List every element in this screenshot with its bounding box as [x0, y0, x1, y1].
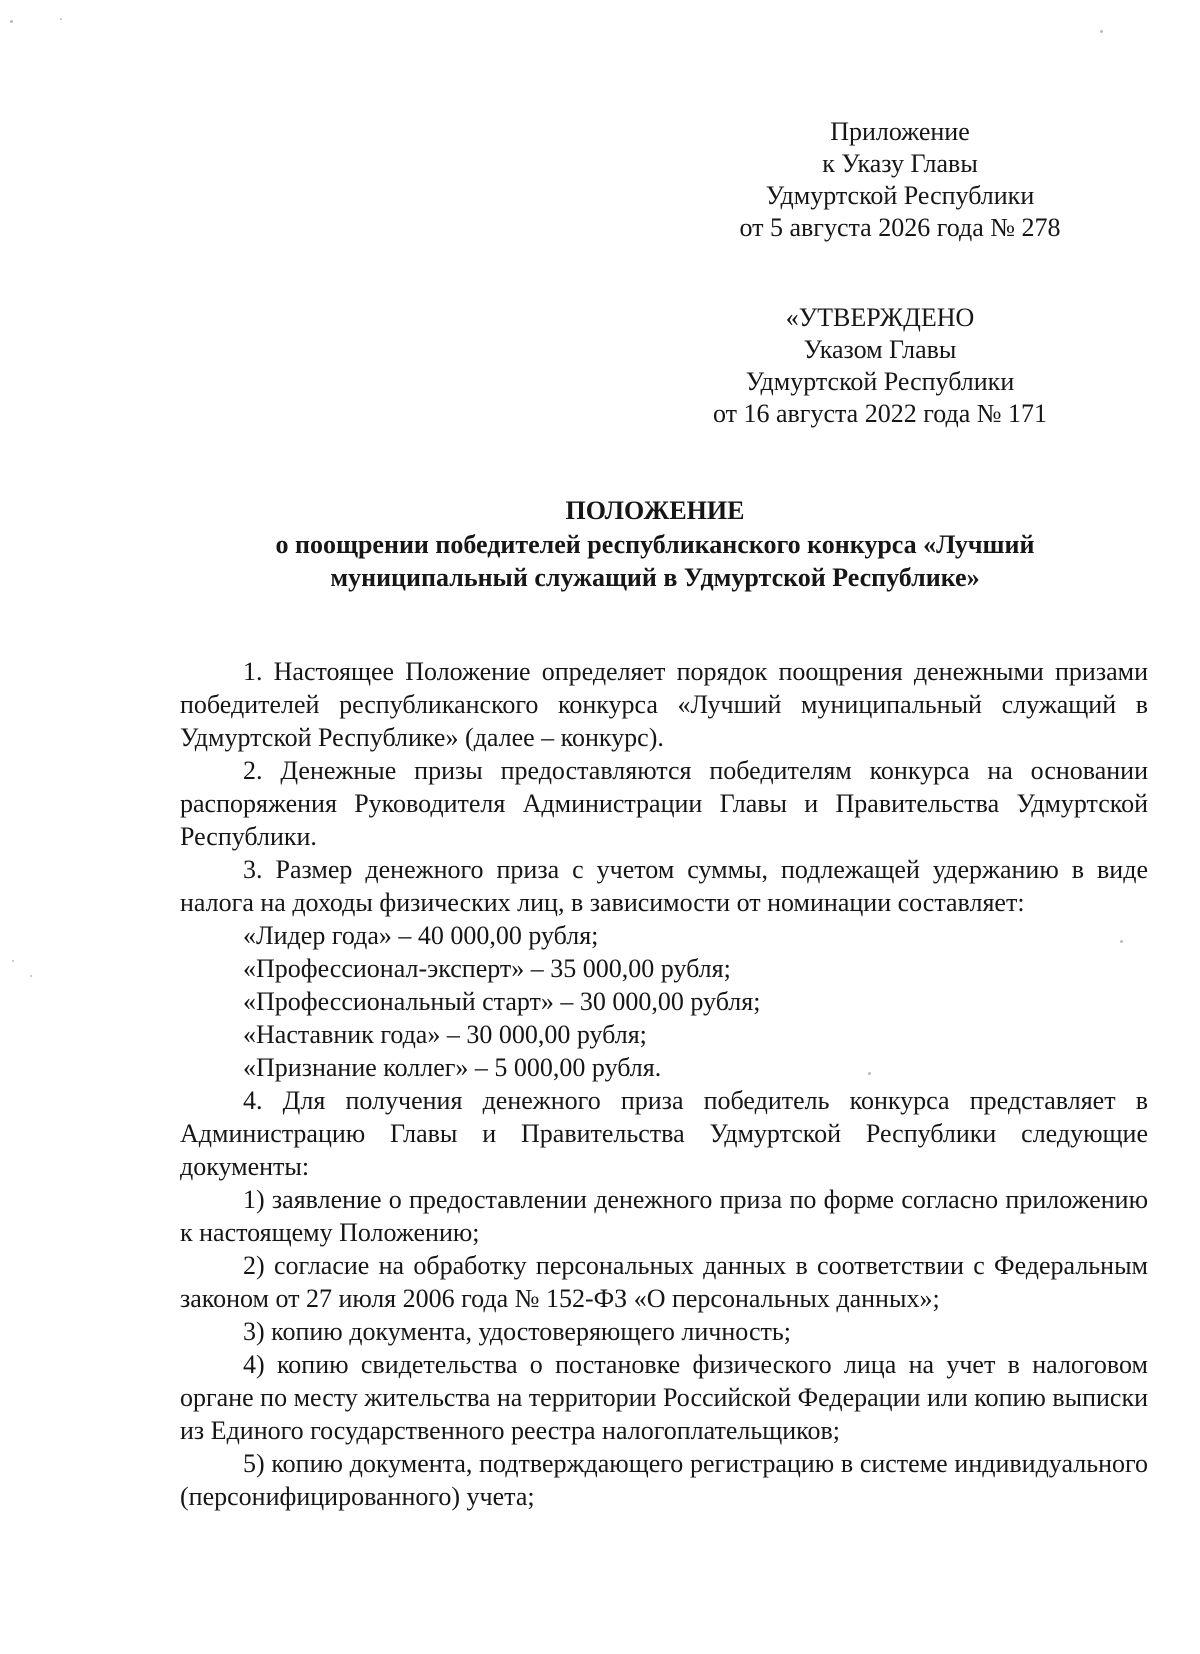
- appendix-line-4: от 5 августа 2026 года № 278: [739, 213, 1061, 242]
- approved-line-2: Указом Главы: [803, 335, 957, 364]
- document-list-item: 3) копию документа, удостоверяющего личность;: [243, 1317, 791, 1346]
- nomination-item: «Профессиональный старт» – 30 000,00 рубля;: [243, 987, 761, 1016]
- appendix-line-2: к Указу Главы: [822, 149, 978, 178]
- paragraph-4: 4. Для получения денежного приза победитель конкурса представляет в Администрацию Главы и Правительства Удмуртской Республики следующие документы:: [180, 1086, 1148, 1181]
- paragraph-2: 2. Денежные призы предоставляются победителям конкурса на основании распоряжения Руководителя Администрации Главы и Правительства Удмуртской Республики.: [180, 756, 1148, 851]
- nomination-item: «Наставник года» – 30 000,00 рубля;: [243, 1020, 647, 1049]
- approved-line-1: «УТВЕРЖДЕНО: [785, 303, 975, 332]
- document-subtitle-line-1: о поощрении победителей республиканского конкурса «Лучший: [275, 530, 1035, 559]
- document-title: ПОЛОЖЕНИЕ: [565, 496, 745, 525]
- scan-speck: [12, 960, 14, 962]
- paragraph-3: 3. Размер денежного приза с учетом суммы, подлежащей удержанию в виде налога на доходы физических лиц, в зависимости от номинации составляет:: [180, 855, 1148, 917]
- scan-speck: [1100, 30, 1103, 33]
- document-list-item: 5) копию документа, подтверждающего регистрацию в системе индивидуального (персонифицированного) учета;: [180, 1449, 1148, 1511]
- document-list-item: 2) согласие на обработку персональных данных в соответствии с Федеральным законом от 27 июля 2006 года № 152-ФЗ «О персональных данных»;: [180, 1251, 1148, 1313]
- approved-block: [650, 302, 1110, 430]
- scan-speck: [30, 975, 32, 977]
- document-title-block: [200, 494, 1110, 594]
- document-list-item: 1) заявление о предоставлении денежного приза по форме согласно приложению к настоящему Положению;: [180, 1185, 1148, 1247]
- paragraph-1: 1. Настоящее Положение определяет порядок поощрения денежными призами победителей республиканского конкурса «Лучший муниципальный служащий в Удмуртской Республике» (далее – конкурс).: [180, 657, 1148, 752]
- scan-speck: [60, 18, 62, 20]
- document-list-item: 4) копию свидетельства о постановке физического лица на учет в налоговом органе по месту жительства на территории Российской Федерации или копию выписки из Единого государственного реестра налогоплательщиков;: [180, 1350, 1148, 1445]
- approved-line-4: от 16 августа 2022 года № 171: [712, 399, 1048, 428]
- document-subtitle-line-2: муниципальный служащий в Удмуртской Республике»: [330, 563, 980, 592]
- nomination-item: «Лидер года» – 40 000,00 рубля;: [243, 921, 599, 950]
- scan-speck: [10, 20, 13, 23]
- appendix-block: [680, 116, 1120, 244]
- document-body: [180, 655, 1148, 1513]
- appendix-line-3: Удмуртской Республики: [765, 181, 1035, 210]
- nomination-item: «Профессионал-эксперт» – 35 000,00 рубля;: [243, 954, 731, 983]
- appendix-line-1: Приложение: [830, 117, 970, 146]
- nomination-item: «Признание коллег» – 5 000,00 рубля.: [243, 1053, 662, 1082]
- approved-line-3: Удмуртской Республики: [745, 367, 1015, 396]
